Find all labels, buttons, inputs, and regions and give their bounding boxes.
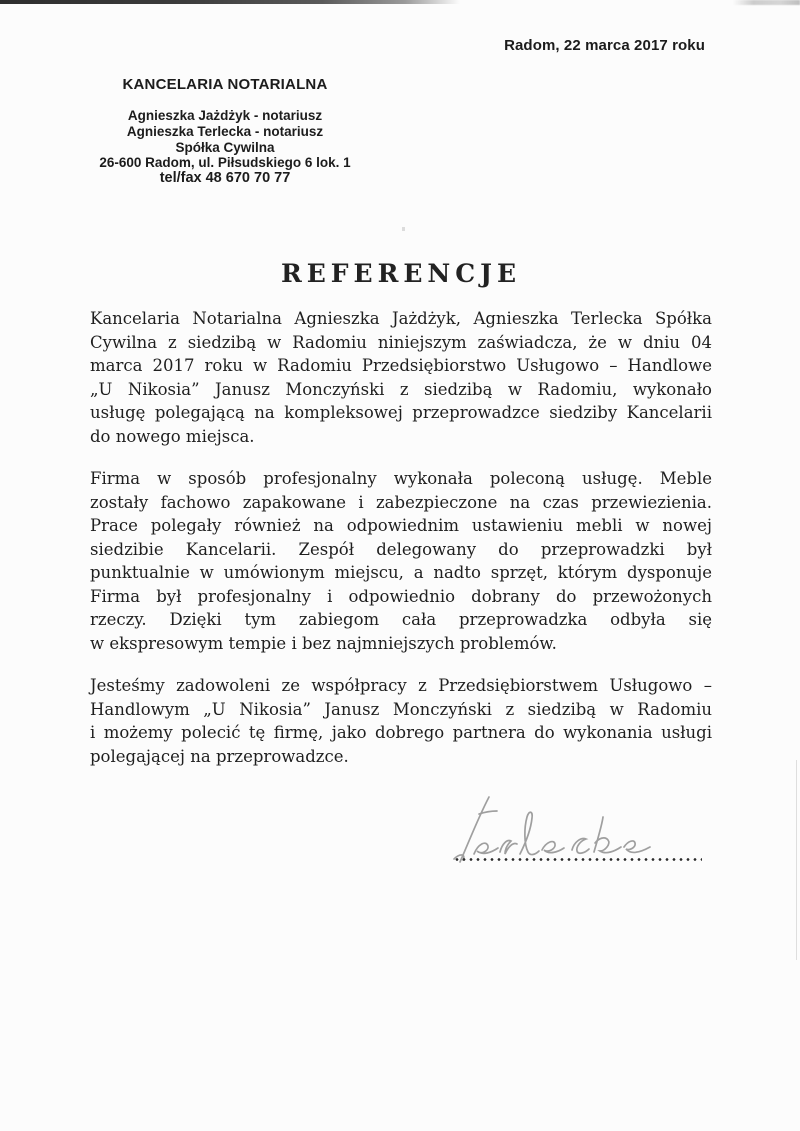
letterhead-name: KANCELARIA NOTARIALNA: [122, 76, 328, 93]
body-line: punktualnie w umówionym miejscu, a nadto sprzęt, którym dysponuje: [90, 563, 712, 582]
paragraph: [90, 467, 712, 655]
letterhead-line: 26-600 Radom, ul. Piłsudskiego 6 lok. 1: [99, 155, 351, 171]
page-title: REFERENCJE: [280, 259, 522, 288]
body-line: „U Nikosia” Janusz Monczyński z siedzibą w Radomiu, wykonało: [90, 379, 712, 399]
scan-artifact-top-right: [733, 0, 800, 5]
signature-dotted-line: [455, 857, 702, 862]
letterhead: [75, 76, 375, 187]
body-line: Jesteśmy zadowoleni ze współpracy z Przedsiębiorstwem Usługowo –: [90, 676, 712, 695]
body-line: Kancelaria Notarialna Agnieszka Jażdżyk, Agnieszka Terlecka Spółka: [90, 309, 712, 328]
body-line: w ekspresowym tempie i bez najmniejszych problemów.: [90, 633, 557, 653]
body-line: siedzibie Kancelarii. Zespół delegowany do przeprowadzki był: [90, 539, 712, 559]
body-line: marca 2017 roku w Radomiu Przedsiębiorstwo Usługowo – Handlowe: [90, 356, 712, 375]
scan-artifact-top-left: [0, 0, 460, 4]
body-line: polegającej na przeprowadzce.: [90, 746, 349, 766]
scan-speck: [402, 227, 405, 231]
letterhead-lines: [75, 108, 375, 187]
body-line: Cywilna z siedzibą w Radomiu niniejszym zaświadcza, że w dniu 04: [90, 332, 712, 352]
body-line: Firma w sposób profesjonalny wykonała poleconą usługę. Meble: [90, 469, 712, 488]
body-line: usługę polegającą na kompleksowej przeprowadzce siedziby Kancelarii: [90, 403, 712, 422]
scan-artifact-right-edge: [796, 760, 797, 960]
paragraph: [90, 307, 712, 448]
letterhead-line: Agnieszka Terlecka - notariusz: [126, 123, 324, 139]
body-line: zostały fachowo zapakowane i zabezpieczone na czas przewiezienia.: [90, 492, 712, 512]
letterhead-line: tel/fax 48 670 70 77: [159, 170, 291, 187]
paragraph: [90, 674, 712, 768]
body-line: Prace polegały również na odpowiednim ustawieniu mebli w nowej: [90, 516, 712, 535]
handwritten-signature: [448, 792, 658, 867]
body-line: do nowego miejsca.: [90, 426, 255, 446]
date-line: Radom, 22 marca 2017 roku: [504, 37, 705, 54]
body-line: Handlowym „U Nikosia” Janusz Monczyński z siedzibą w Radomiu: [90, 699, 712, 719]
body-line: i możemy polecić tę firmę, jako dobrego partnera do wykonania usługi: [90, 723, 712, 742]
document-body: [90, 307, 712, 787]
letterhead-line: Agnieszka Jażdżyk - notariusz: [127, 108, 323, 123]
letterhead-line: Spółka Cywilna: [175, 139, 275, 155]
body-line: Firma był profesjonalny i odpowiednio dobrany do przewożonych: [90, 586, 712, 606]
body-line: rzeczy. Dzięki tym zabiegom cała przeprowadzka odbyła się: [90, 610, 712, 629]
